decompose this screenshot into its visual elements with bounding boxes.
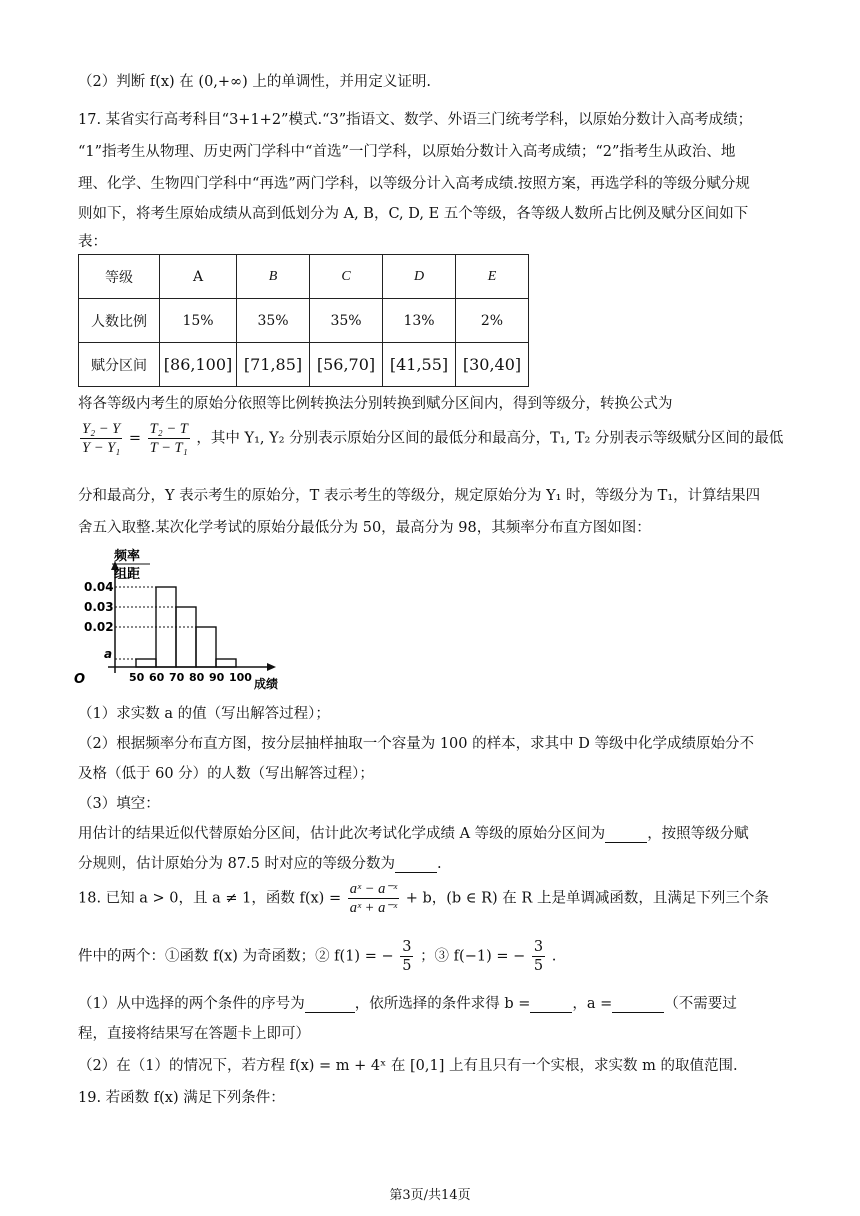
q17-line7: 分和最高分，Y 表示考生的原始分，T 表示考生的等级分，规定原始分为 Y₁ 时，等级分为 T₁，计算结果四 bbox=[78, 488, 761, 504]
table-cell: E bbox=[456, 255, 529, 299]
histogram-bar bbox=[136, 659, 156, 667]
table-cell: [86,100] bbox=[160, 343, 237, 387]
formula-rhs bbox=[148, 420, 190, 457]
y-tick-label: a bbox=[104, 647, 113, 661]
formula-lhs-den: Y − Y₁ bbox=[82, 440, 121, 456]
conversion-formula bbox=[78, 420, 783, 457]
q17-sub3: （3）填空： bbox=[78, 796, 160, 812]
equals-sign: = bbox=[128, 430, 141, 447]
histogram-bar bbox=[216, 659, 236, 667]
table-cell: [56,70] bbox=[310, 343, 383, 387]
q17-sub3-a-line bbox=[78, 822, 749, 843]
q17-line8: 舍五入取整.某次化学考试的原始分最低分为 50，最高分为 98，其频率分布直方图如图： bbox=[78, 520, 651, 536]
table-cell: A bbox=[160, 255, 237, 299]
origin-label: O bbox=[74, 672, 86, 687]
q17-sub3-b: 分规则，估计原始分为 87.5 时对应的等级分数为 bbox=[78, 856, 396, 872]
table-cell: 2% bbox=[456, 299, 529, 343]
y-tick-label: 0.02 bbox=[84, 620, 114, 634]
q18-frac-den: aˣ + a⁻ˣ bbox=[349, 900, 398, 916]
page-footer: 第3页/共14页 bbox=[389, 1188, 471, 1203]
table-cell: 等级 bbox=[79, 255, 160, 299]
histogram-bar bbox=[196, 627, 216, 667]
table-cell: [71,85] bbox=[237, 343, 310, 387]
q18-line2-a: 件中的两个：①函数 f(x) 为奇函数；② f(1) = − bbox=[78, 948, 394, 965]
table-cell: 15% bbox=[160, 299, 237, 343]
q18-sub1-a: （1）从中选择的两个条件的序号为 bbox=[78, 996, 305, 1012]
q19-intro: 19. 若函数 f(x) 满足下列条件： bbox=[78, 1090, 285, 1106]
q18-sub1-line bbox=[78, 992, 737, 1013]
q17-line1: 17. 某省实行高考科目“3+1+2”模式.“3”指语文、数学、外语三门统考学科，以原始分数计入高考成绩； bbox=[78, 112, 753, 128]
formula-rhs-den: T − T₁ bbox=[149, 440, 188, 456]
q17-line2: “1”指考生从物理、历史两门学科中“首选”一门学科，以原始分数计入高考成绩；“2”指考生从政治、地 bbox=[78, 144, 736, 160]
formula-rhs-num: T₂ − T bbox=[149, 421, 188, 437]
answer-blank[interactable] bbox=[395, 856, 437, 873]
q17-sub2-a: （2）根据频率分布直方图，按分层抽样抽取一个容量为 100 的样本，求其中 D 等级中化学成绩原始分不 bbox=[78, 736, 754, 752]
fraction-three-fifths bbox=[532, 938, 545, 975]
q18-line2 bbox=[78, 938, 556, 975]
xlabel: 成绩 bbox=[254, 677, 279, 691]
x-tick-label: 70 bbox=[169, 671, 185, 684]
table-cell: 赋分区间 bbox=[79, 343, 160, 387]
table-cell: 人数比例 bbox=[79, 299, 160, 343]
x-tick-label: 90 bbox=[209, 671, 225, 684]
table-row bbox=[79, 343, 529, 387]
q18-sub1-b: ，依所选择的条件求得 b = bbox=[354, 996, 531, 1012]
x-tick-label: 50 bbox=[129, 671, 145, 684]
q17-sub1: （1）求实数 a 的值（写出解答过程）； bbox=[78, 706, 330, 722]
table-cell: B bbox=[237, 255, 310, 299]
q17-line3: 理、化学、生物四门学科中“再选”两门学科，以等级分计入高考成绩.按照方案，再选学科的等级分赋分规 bbox=[78, 176, 750, 192]
q17-sub3-a2: ，按照等级分赋 bbox=[647, 826, 749, 842]
q18-line1 bbox=[78, 880, 769, 917]
q18-line1-a: 18. 已知 a > 0，且 a ≠ 1，函数 f(x) = bbox=[78, 890, 342, 907]
q18-line2-c: . bbox=[551, 948, 557, 965]
frac-den: 5 bbox=[402, 958, 412, 974]
y-tick-label: 0.04 bbox=[84, 580, 114, 594]
frac-den: 5 bbox=[533, 958, 544, 974]
table-cell: 35% bbox=[237, 299, 310, 343]
q17-sub3-b2: . bbox=[437, 856, 442, 872]
q17-sub3-a: 用估计的结果近似代替原始分区间，估计此次考试化学成绩 A 等级的原始分区间为 bbox=[78, 826, 606, 842]
table-cell: [41,55] bbox=[383, 343, 456, 387]
q18-sub2: （2）在（1）的情况下，若方程 f(x) = m + 4ˣ 在 [0,1] 上有且只有一个实根，求实数 m 的取值范围. bbox=[78, 1058, 738, 1074]
x-tick-label: 100 bbox=[229, 671, 252, 684]
formula-lhs bbox=[80, 420, 122, 457]
ylabel-bottom: 组距 bbox=[114, 567, 141, 582]
formula-rest: ，其中 Y₁, Y₂ 分别表示原始分区间的最低分和最高分，T₁, T₂ 分别表示等级赋分区间的最低 bbox=[196, 430, 784, 447]
answer-blank[interactable] bbox=[530, 996, 572, 1013]
table-cell: 13% bbox=[383, 299, 456, 343]
x-tick-label: 60 bbox=[149, 671, 165, 684]
frac-num: 3 bbox=[402, 939, 412, 955]
table-cell: [30,40] bbox=[456, 343, 529, 387]
x-axis-arrow bbox=[267, 663, 276, 671]
q18-sub1-e: 程，直接将结果写在答题卡上即可） bbox=[78, 1026, 310, 1042]
q18-frac-num: aˣ − a⁻ˣ bbox=[349, 881, 398, 897]
grade-table bbox=[78, 254, 529, 387]
q17-line4: 则如下，将考生原始成绩从高到低划分为 A, B，C, D, E 五个等级，各等级人数所占比例及赋分区间如下 bbox=[78, 206, 749, 222]
q17-line5: 表： bbox=[78, 234, 107, 250]
histogram-bar bbox=[176, 607, 196, 667]
fraction-three-fifths bbox=[400, 938, 413, 975]
table-cell: 35% bbox=[310, 299, 383, 343]
y-tick-label: 0.03 bbox=[84, 600, 114, 614]
answer-blank[interactable] bbox=[612, 996, 664, 1013]
q16-part2: （2）判断 f(x) 在 (0,+∞) 上的单调性，并用定义证明. bbox=[78, 74, 432, 90]
q18-sub1-d: （不需要过 bbox=[664, 996, 737, 1012]
q17-sub2-b: 及格（低于 60 分）的人数（写出解答过程）； bbox=[78, 766, 374, 782]
formula-lhs-num: Y₂ − Y bbox=[82, 421, 121, 437]
ylabel-top: 频率 bbox=[114, 549, 141, 564]
q18-sub1-c: ，a = bbox=[572, 996, 613, 1012]
frac-num: 3 bbox=[533, 939, 544, 955]
q17-sub3-b-line bbox=[78, 852, 442, 873]
table-row bbox=[79, 255, 529, 299]
table-row bbox=[79, 299, 529, 343]
x-tick-label: 80 bbox=[189, 671, 205, 684]
q18-fraction bbox=[348, 880, 399, 917]
q17-after-table: 将各等级内考生的原始分依照等比例转换法分别转换到赋分区间内，得到等级分，转换公式为 bbox=[78, 396, 673, 412]
table-cell: C bbox=[310, 255, 383, 299]
table-cell: D bbox=[383, 255, 456, 299]
q18-line2-b: ；③ f(−1) = − bbox=[420, 948, 526, 965]
answer-blank[interactable] bbox=[305, 996, 355, 1013]
answer-blank[interactable] bbox=[605, 826, 647, 843]
q18-line1-b: + b，(b ∈ R) 在 R 上是单调减函数，且满足下列三个条 bbox=[405, 890, 769, 907]
frequency-histogram bbox=[70, 545, 290, 695]
